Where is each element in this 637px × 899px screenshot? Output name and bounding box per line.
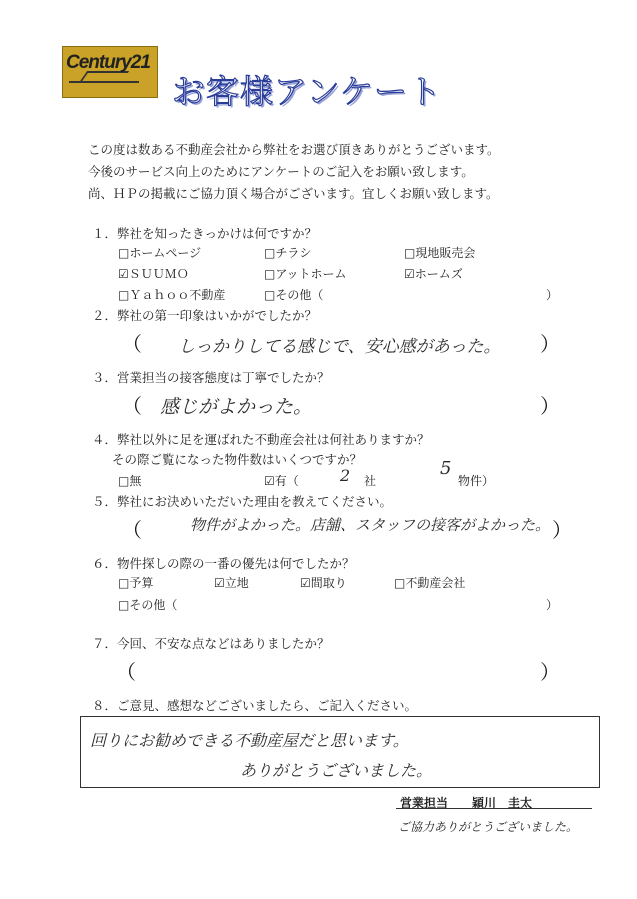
- intro-line-1: この度は数ある不動産会社から弊社をお選び頂きありがとうございます。: [88, 142, 500, 157]
- q4-option-yes[interactable]: ☑有（: [264, 474, 299, 488]
- q1-option-flyer[interactable]: □チラシ: [264, 246, 312, 260]
- q1-option-homes[interactable]: ☑ホームズ: [404, 267, 463, 281]
- q5-paren-open: （: [122, 518, 142, 542]
- q6-option-agency[interactable]: □不動産会社: [394, 576, 466, 590]
- q1-option-homepage[interactable]: □ホームページ: [118, 246, 202, 260]
- q6-option-location[interactable]: ☑立地: [214, 576, 249, 590]
- q4-properties-count[interactable]: 5: [440, 458, 452, 479]
- q2-paren-open: （: [122, 332, 142, 356]
- q1-option-yahoo[interactable]: □Ｙａｈｏｏ不動産: [118, 288, 226, 302]
- question-3: ３．営業担当の接客態度は丁寧でしたか？: [92, 370, 330, 385]
- q6-option-layout[interactable]: ☑間取り: [300, 576, 347, 590]
- q1-option-suumo[interactable]: ☑ＳＵＵＭＯ: [118, 267, 189, 281]
- question-4-sub: その際ご覧になった物件数はいくつですか？: [112, 452, 363, 467]
- intro-line-2: 今後のサービス向上のためにアンケートのご記入をお願い致します。: [88, 164, 474, 179]
- q7-paren-open: （: [116, 660, 136, 684]
- question-8: ８．ご意見、感想などございましたら、ご記入ください。: [92, 698, 418, 713]
- q2-answer[interactable]: しっかりしてる感じで、安心感があった。: [178, 337, 501, 357]
- q1-other-close: ）: [546, 288, 559, 302]
- q4-option-none[interactable]: □無: [118, 474, 142, 488]
- q6-other-close: ）: [546, 598, 559, 612]
- question-4: ４．弊社以外に足を運ばれた不動産会社は何社ありますか？: [92, 432, 430, 447]
- q1-option-other[interactable]: □その他（: [264, 288, 324, 302]
- q4-properties-unit: 物件）: [458, 474, 495, 488]
- footer-thanks: ご協力ありがとうございました。: [398, 820, 579, 834]
- q8-answer-line-1[interactable]: 回りにお勧めできる不動産屋だと思います。: [90, 731, 409, 750]
- question-6: ６．物件探しの際の一番の優先は何でしたか？: [92, 556, 355, 571]
- q3-paren-open: （: [122, 394, 142, 418]
- q2-paren-close: ）: [540, 332, 560, 356]
- question-7: ７．今回、不安な点などはありましたか？: [92, 636, 330, 651]
- q6-option-budget[interactable]: □予算: [118, 576, 154, 590]
- question-2: ２．弊社の第一印象はいかがでしたか？: [92, 308, 318, 323]
- q5-paren-close: ）: [552, 518, 572, 542]
- q7-paren-close: ）: [540, 660, 560, 684]
- intro-line-3: 尚、ＨＰの掲載にご協力頂く場合がございます。宜しくお願い致します。: [88, 186, 499, 201]
- staff-sign-line: [396, 808, 592, 809]
- logo-underline: [69, 81, 139, 83]
- q4-companies-count[interactable]: 2: [340, 466, 351, 485]
- q1-option-athome[interactable]: □アットホーム: [264, 267, 347, 281]
- q3-answer[interactable]: 感じがよかった。: [160, 396, 313, 418]
- q6-option-other[interactable]: □その他（: [118, 598, 178, 612]
- q1-option-open-house[interactable]: □現地販売会: [404, 246, 476, 260]
- staff-name: 穎川 圭太: [472, 796, 533, 810]
- q8-answer-line-2[interactable]: ありがとうございました。: [240, 761, 433, 780]
- question-5: ５．弊社にお決めいただいた理由を教えてください。: [92, 494, 393, 509]
- q3-paren-close: ）: [540, 394, 560, 418]
- q5-answer[interactable]: 物件がよかった。店舗、スタッフの接客がよかった。: [190, 516, 551, 534]
- page-title: お客様アンケート: [172, 72, 443, 111]
- q4-companies-unit: 社: [364, 474, 377, 488]
- staff-label: 営業担当: [400, 796, 449, 810]
- question-1: １．弊社を知ったきっかけは何ですか？: [92, 226, 318, 241]
- logo-text: Century21: [66, 52, 150, 73]
